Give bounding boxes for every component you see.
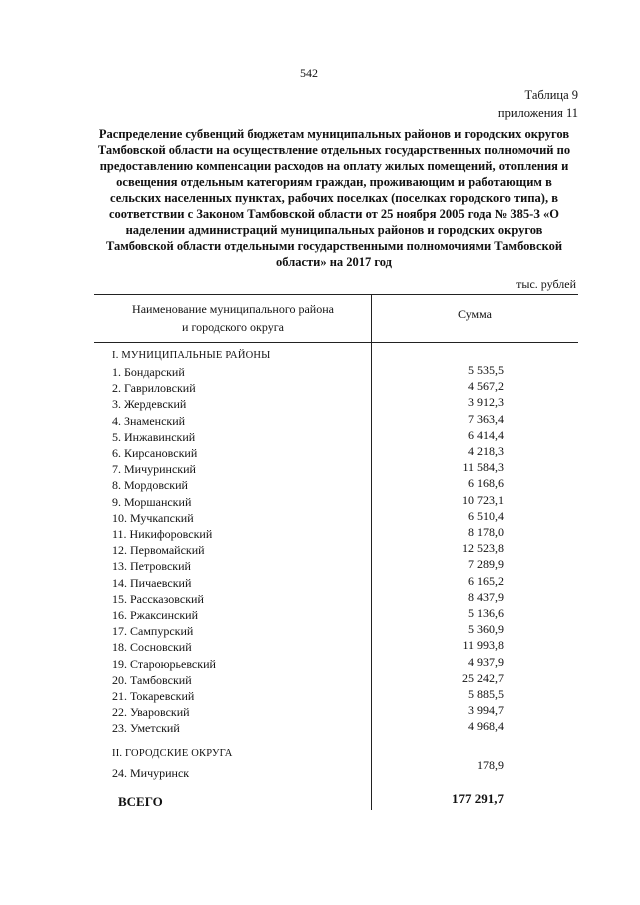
row-value: 10 723,1 (462, 492, 504, 507)
row-name: 12. Первомайский (112, 543, 205, 558)
title-line: сельских населенных пунктах, рабочих поселках (поселках городского типа), в (110, 191, 558, 205)
row-name: 24. Мичуринск (112, 766, 190, 780)
row-name: 4. Знаменский (112, 413, 186, 428)
table-reference (498, 86, 578, 122)
row-value: 6 414,4 (468, 427, 504, 442)
row-name: 15. Рассказовский (112, 591, 204, 606)
row-name: 14. Пичаевский (112, 575, 192, 590)
row-value: 8 437,9 (468, 589, 504, 604)
title-line: Тамбовской области на осуществление отдельных государственных полномочий по (97, 143, 571, 157)
row-name: 13. Петровский (112, 559, 191, 574)
row-name: 8. Мордовский (112, 478, 188, 493)
section-municipal-districts: I. МУНИЦИПАЛЬНЫЕ РАЙОНЫ (112, 350, 271, 361)
document-title (90, 126, 578, 270)
row-name: 21. Токаревский (112, 689, 195, 703)
row-value: 4 218,3 (468, 444, 504, 458)
row-name: 20. Тамбовский (112, 672, 192, 687)
row-value: 6 510,4 (468, 508, 504, 523)
table-number: Таблица 9 (524, 88, 578, 102)
row-name: 11. Никифоровский (112, 527, 213, 541)
row-name: 7. Мичуринский (112, 462, 196, 477)
row-value: 11 584,3 (462, 460, 504, 475)
row-value: 7 363,4 (468, 411, 504, 426)
row-value: 3 912,3 (468, 395, 504, 410)
row-value: 6 165,2 (468, 573, 504, 588)
units-label: тыс. рублей (516, 277, 576, 291)
column-divider (371, 294, 372, 810)
row-value: 5 360,9 (468, 622, 504, 637)
header-name-line1: Наименование муниципального района (132, 302, 334, 316)
row-name: 19. Староюрьевский (112, 656, 216, 671)
row-value: 5 535,5 (468, 363, 504, 377)
row-name: 23. Уметский (112, 721, 180, 736)
row-value: 5 885,5 (468, 687, 504, 701)
total-value: 177 291,7 (452, 791, 504, 806)
page-number: 542 (300, 66, 318, 80)
row-value: 12 523,8 (462, 541, 504, 556)
title-line: соответствии с Законом Тамбовской области от 25 ноября 2005 года № 385-З «О (108, 207, 559, 221)
appendix-number: приложения 11 (497, 106, 578, 120)
row-name: 3. Жердевский (112, 397, 187, 412)
row-value: 178,9 (477, 758, 504, 772)
row-name: 18. Сосновский (112, 640, 192, 655)
title-line: Тамбовской области отдельными государственными полномочиями Тамбовской (105, 239, 563, 253)
header-sum-column: Сумма (458, 307, 492, 321)
title-line: Распределение субвенций бюджетам муниципальных районов и городских округов (98, 127, 570, 141)
row-value: 4 968,4 (468, 719, 504, 734)
row-value: 8 178,0 (468, 525, 504, 539)
title-line: предоставлению компенсации расходов на оплату жилых помещений, отопления и (99, 159, 569, 173)
title-line: области» на 2017 год (276, 255, 392, 269)
row-value: 25 242,7 (462, 670, 504, 685)
header-name-line2: и городского округа (182, 320, 284, 334)
table-top-rule (94, 294, 578, 295)
row-value: 6 168,6 (468, 476, 504, 491)
row-name: 1. Бондарский (112, 365, 185, 379)
row-value: 4 567,2 (468, 379, 504, 394)
header-bottom-rule (94, 342, 578, 343)
title-line: освещения отдельным категориям граждан, проживающим и работающим в (116, 175, 552, 189)
row-name: 17. Сампурский (112, 624, 194, 639)
row-name: 9. Моршанский (112, 494, 192, 509)
row-name: 16. Ржаксинский (112, 608, 198, 622)
title-line: наделении администраций муниципальных районов и городских округов (125, 223, 543, 237)
header-name-column (96, 300, 370, 336)
row-name: 5. Инжавинский (112, 429, 196, 444)
row-value: 4 937,9 (468, 654, 504, 669)
row-value: 5 136,6 (468, 606, 504, 620)
total-label: ВСЕГО (118, 794, 163, 809)
row-value: 11 993,8 (462, 638, 504, 653)
row-value: 3 994,7 (468, 703, 504, 718)
row-name: 2. Гавриловский (112, 381, 196, 396)
row-name: 6. Кирсановский (112, 446, 198, 460)
section-city-districts: II. ГОРОДСКИЕ ОКРУГА (112, 748, 233, 759)
row-name: 10. Мучкапский (112, 510, 194, 525)
row-name: 22. Уваровский (112, 705, 190, 720)
row-value: 7 289,9 (468, 557, 504, 572)
